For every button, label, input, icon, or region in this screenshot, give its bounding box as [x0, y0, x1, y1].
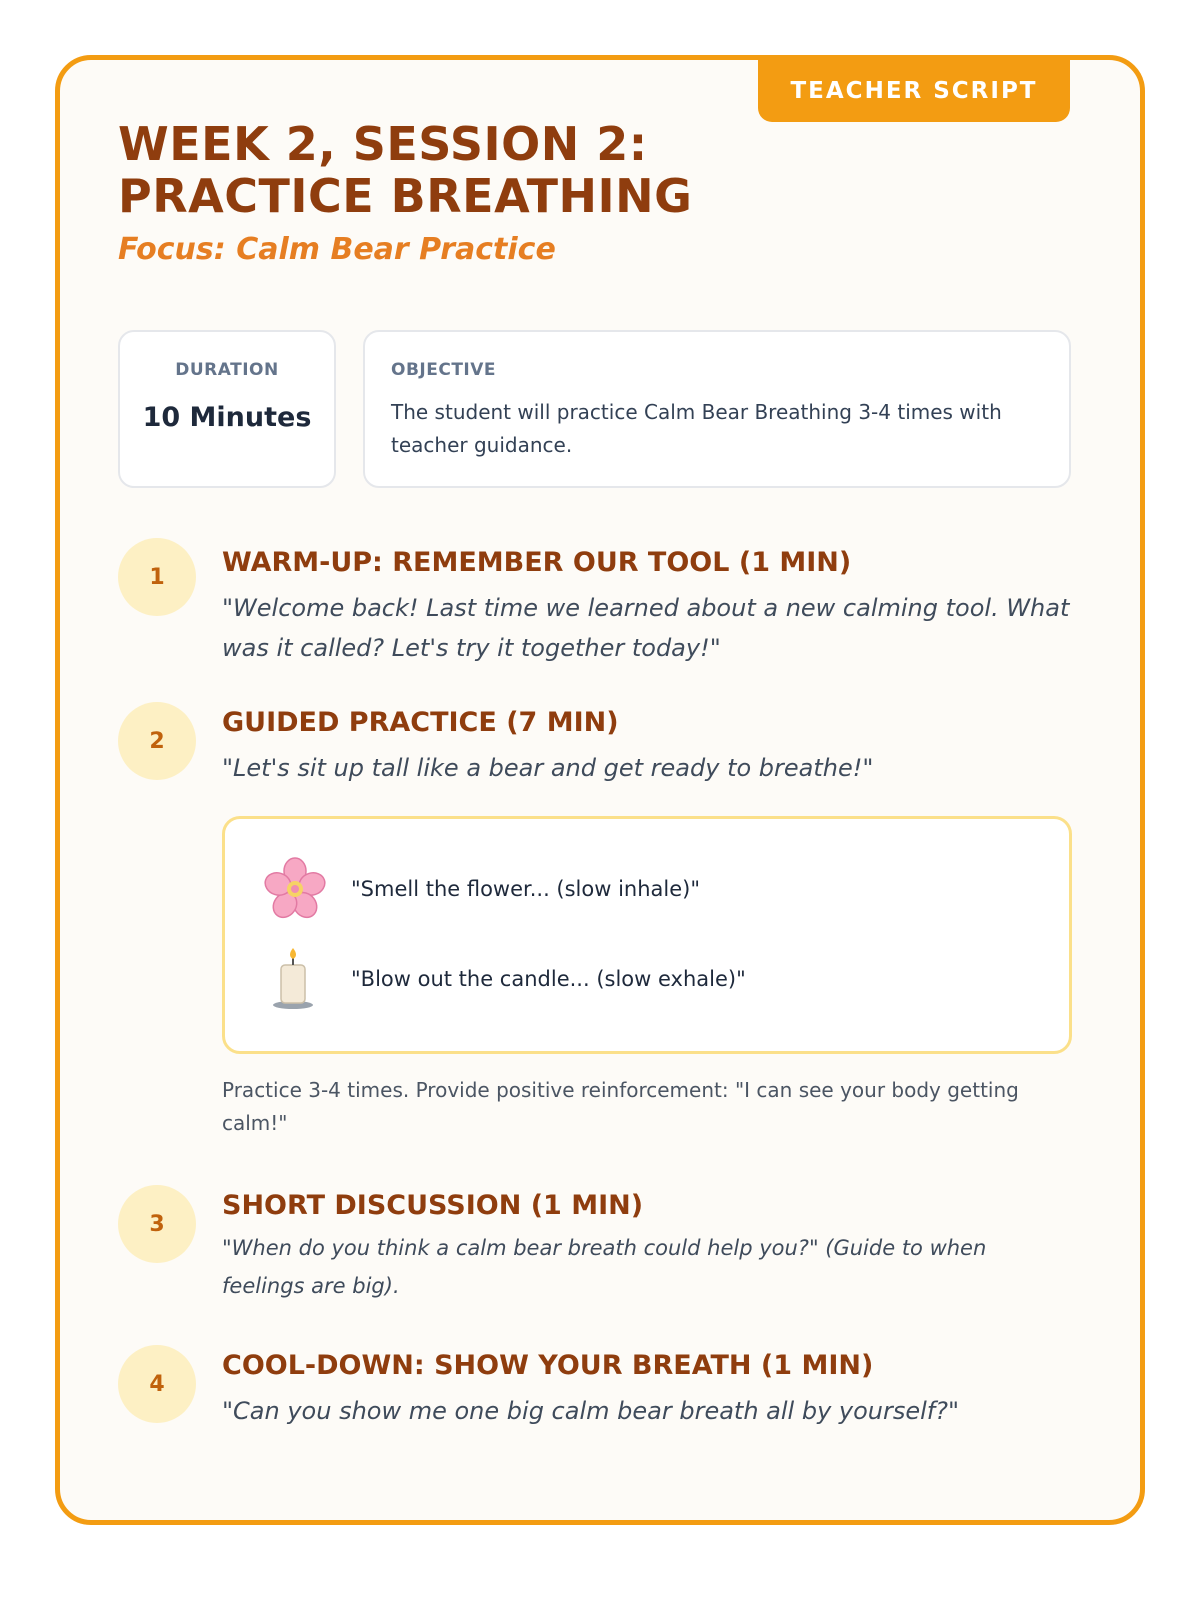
step-number: 4: [118, 1345, 196, 1423]
objective-label: OBJECTIVE: [391, 360, 497, 380]
step-number: 3: [118, 1185, 196, 1263]
breath-text-inhale: "Smell the flower... (slow inhale)": [351, 877, 701, 901]
step-title: COOL-DOWN: SHOW YOUR BREATH (1 MIN): [222, 1350, 874, 1381]
breath-text-exhale: "Blow out the candle... (slow exhale)": [351, 967, 746, 991]
step-quote: "When do you think a calm bear breath could help you?" (Guide to when feelings are big).: [222, 1236, 987, 1298]
objective-box: [363, 330, 1071, 488]
step-number: 2: [118, 702, 196, 780]
teacher-script-badge: TEACHER SCRIPT: [758, 60, 1070, 122]
step-title: SHORT DISCUSSION (1 MIN): [222, 1190, 644, 1221]
duration-label: DURATION: [175, 360, 279, 380]
objective-text: The student will practice Calm Bear Breathing 3-4 times with teacher guidance.: [391, 400, 1002, 457]
cherry-blossom-icon: [263, 857, 327, 921]
duration-value: 10 Minutes: [142, 402, 312, 433]
step-quote: "Welcome back! Last time we learned about a new calming tool. What was it called? Let's try it together today!": [222, 594, 1070, 662]
step-number: 1: [118, 538, 196, 616]
lesson-card: [55, 55, 1145, 1525]
page-subtitle: Focus: Calm Bear Practice: [118, 232, 556, 267]
breathing-instructions-box: [222, 816, 1072, 1054]
practice-note: Practice 3-4 times. Provide positive reinforcement: "I can see your body getting calm!": [222, 1078, 1019, 1135]
step-quote: "Let's sit up tall like a bear and get ready to breathe!": [222, 754, 874, 782]
breath-row-inhale: [263, 857, 700, 921]
step-title: GUIDED PRACTICE (7 MIN): [222, 707, 619, 738]
page-title: WEEK 2, SESSION 2: PRACTICE BREATHING: [118, 117, 693, 223]
breath-row-exhale: [263, 947, 746, 1011]
step-title: WARM-UP: REMEMBER OUR TOOL (1 MIN): [222, 547, 852, 578]
duration-box: [118, 330, 336, 488]
candle-icon: [263, 947, 327, 1011]
step-quote: "Can you show me one big calm bear breath all by yourself?": [222, 1397, 960, 1425]
